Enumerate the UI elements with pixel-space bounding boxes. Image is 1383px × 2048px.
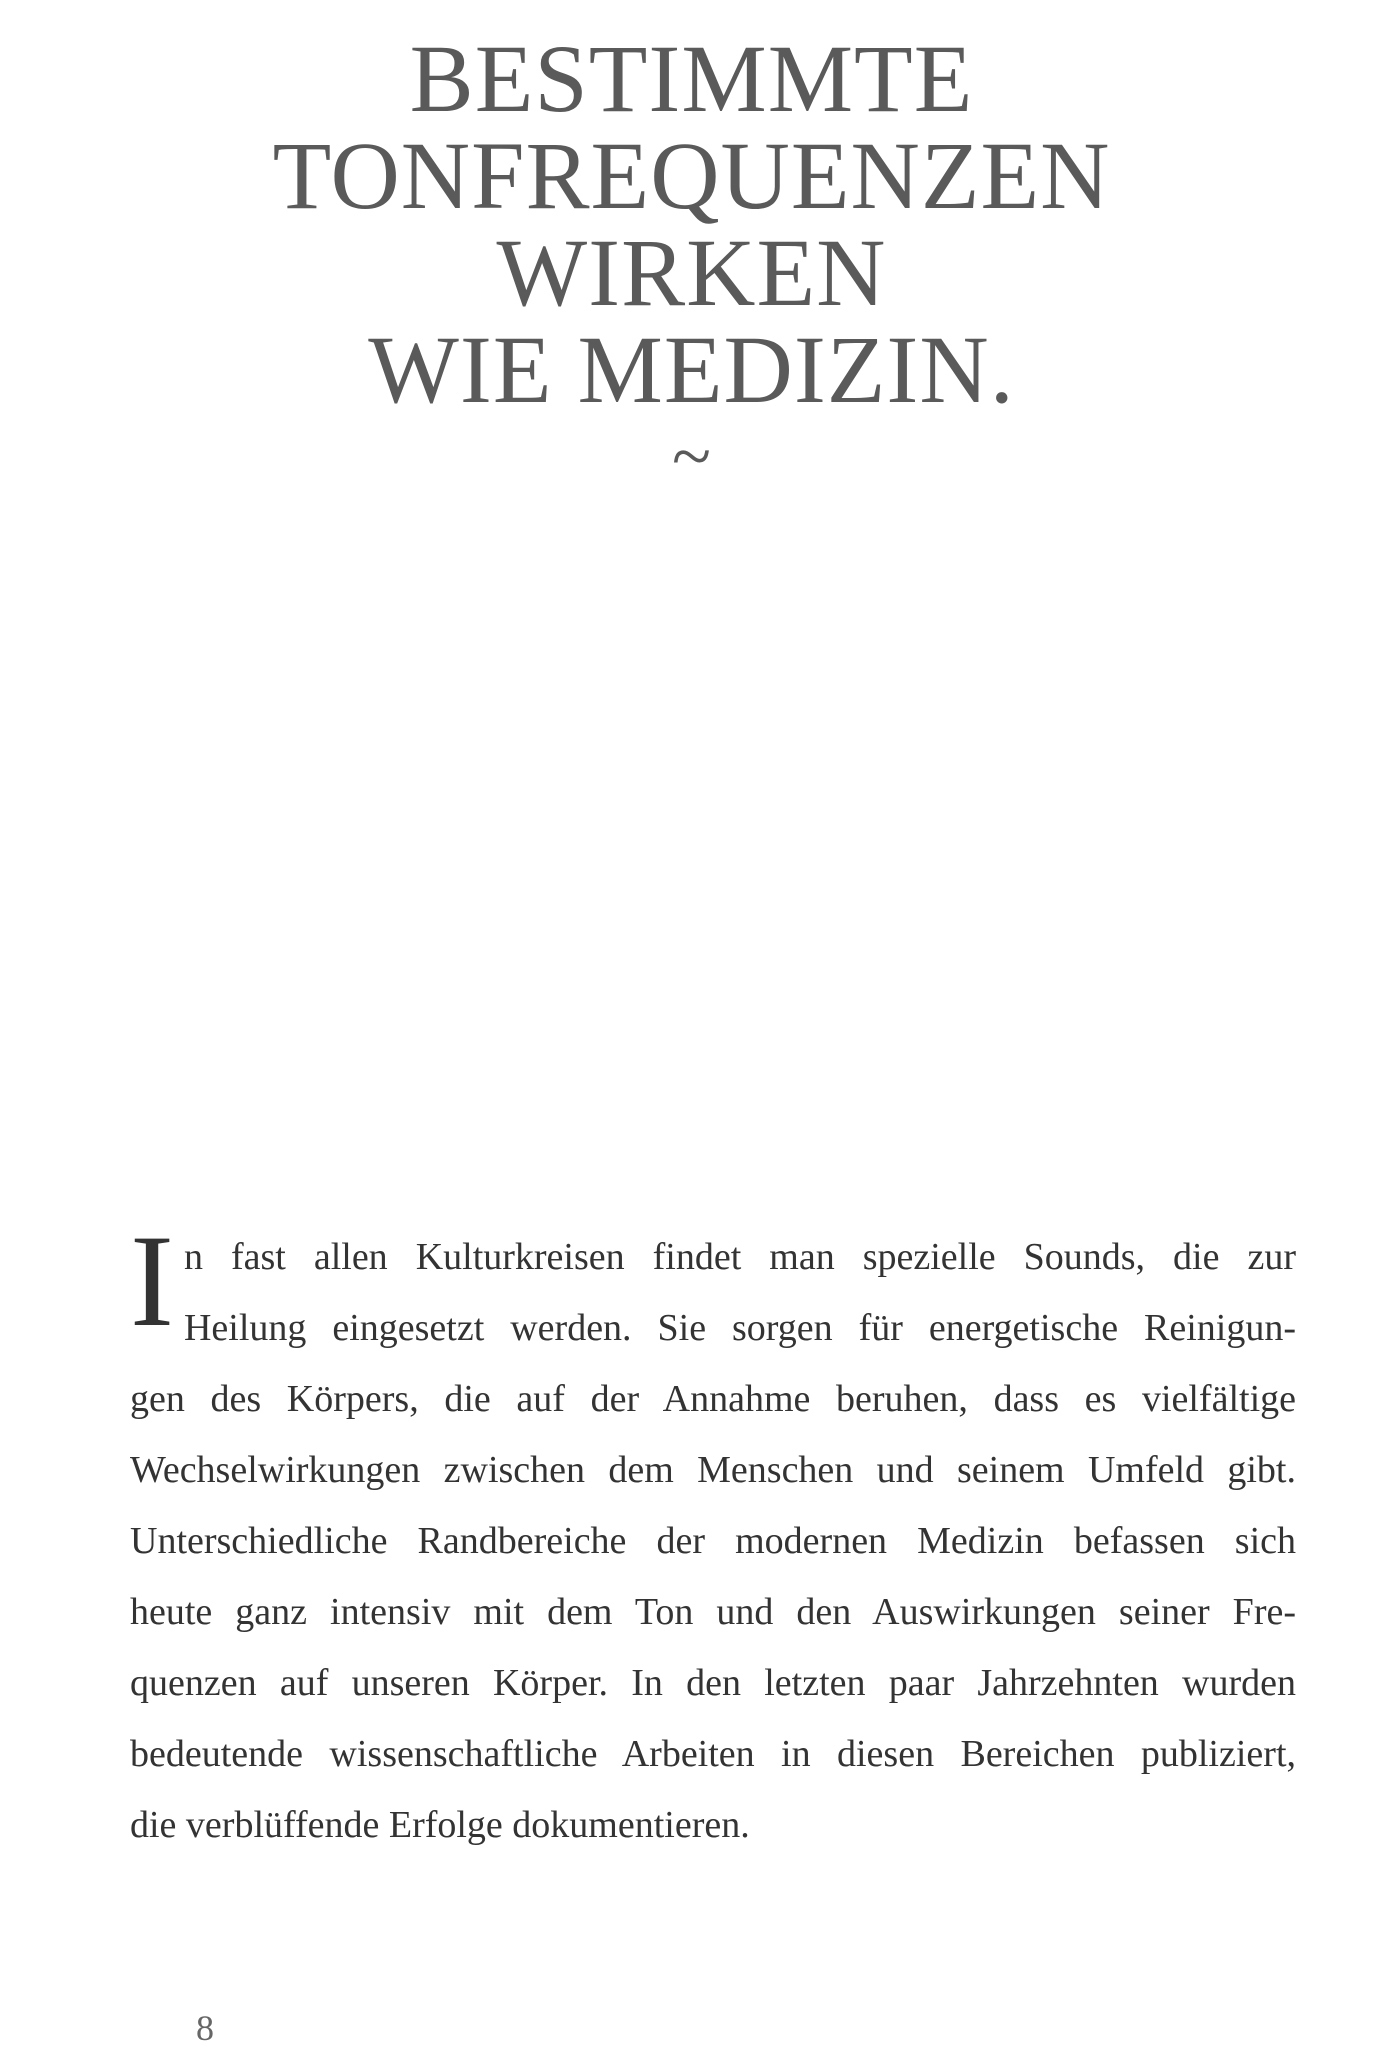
heading-line: BESTIMMTE	[409, 25, 974, 132]
paragraph-line: die verblüffende Erfolge dokumentieren.	[130, 1804, 750, 1846]
paragraph-line: Heilung eingesetzt werden. Sie sorgen für energetische Reinigun-	[183, 1307, 1296, 1349]
paragraph-line: gen des Körpers, die auf der Annahme beruhen, dass es vielfältige	[130, 1378, 1296, 1420]
heading-line: WIRKEN	[496, 219, 887, 326]
drop-cap: I	[130, 1207, 174, 1354]
paragraph-line: heute ganz intensiv mit dem Ton und den Auswirkungen seiner Fre-	[130, 1591, 1296, 1633]
paragraph-line: Unterschiedliche Randbereiche der modernen Medizin befassen sich	[130, 1520, 1296, 1562]
heading-line: WIE MEDIZIN.	[368, 316, 1015, 423]
paragraph-line: bedeutende wissenschaftliche Arbeiten in diesen Bereichen publiziert,	[130, 1733, 1296, 1775]
paragraph-line: quenzen auf unseren Körper. In den letzten paar Jahrzehnten wurden	[130, 1662, 1296, 1704]
heading-line: TONFREQUENZEN	[272, 122, 1111, 229]
body-paragraph	[130, 1207, 1296, 1861]
paragraph-line: n fast allen Kulturkreisen findet man spezielle Sounds, die zur	[183, 1236, 1296, 1278]
paragraph-line: Wechselwirkungen zwischen dem Menschen und seinem Umfeld gibt.	[130, 1449, 1296, 1491]
page-number: 8	[196, 2008, 214, 2048]
heading-ornament: ~	[672, 416, 711, 496]
page-heading	[0, 25, 1383, 423]
